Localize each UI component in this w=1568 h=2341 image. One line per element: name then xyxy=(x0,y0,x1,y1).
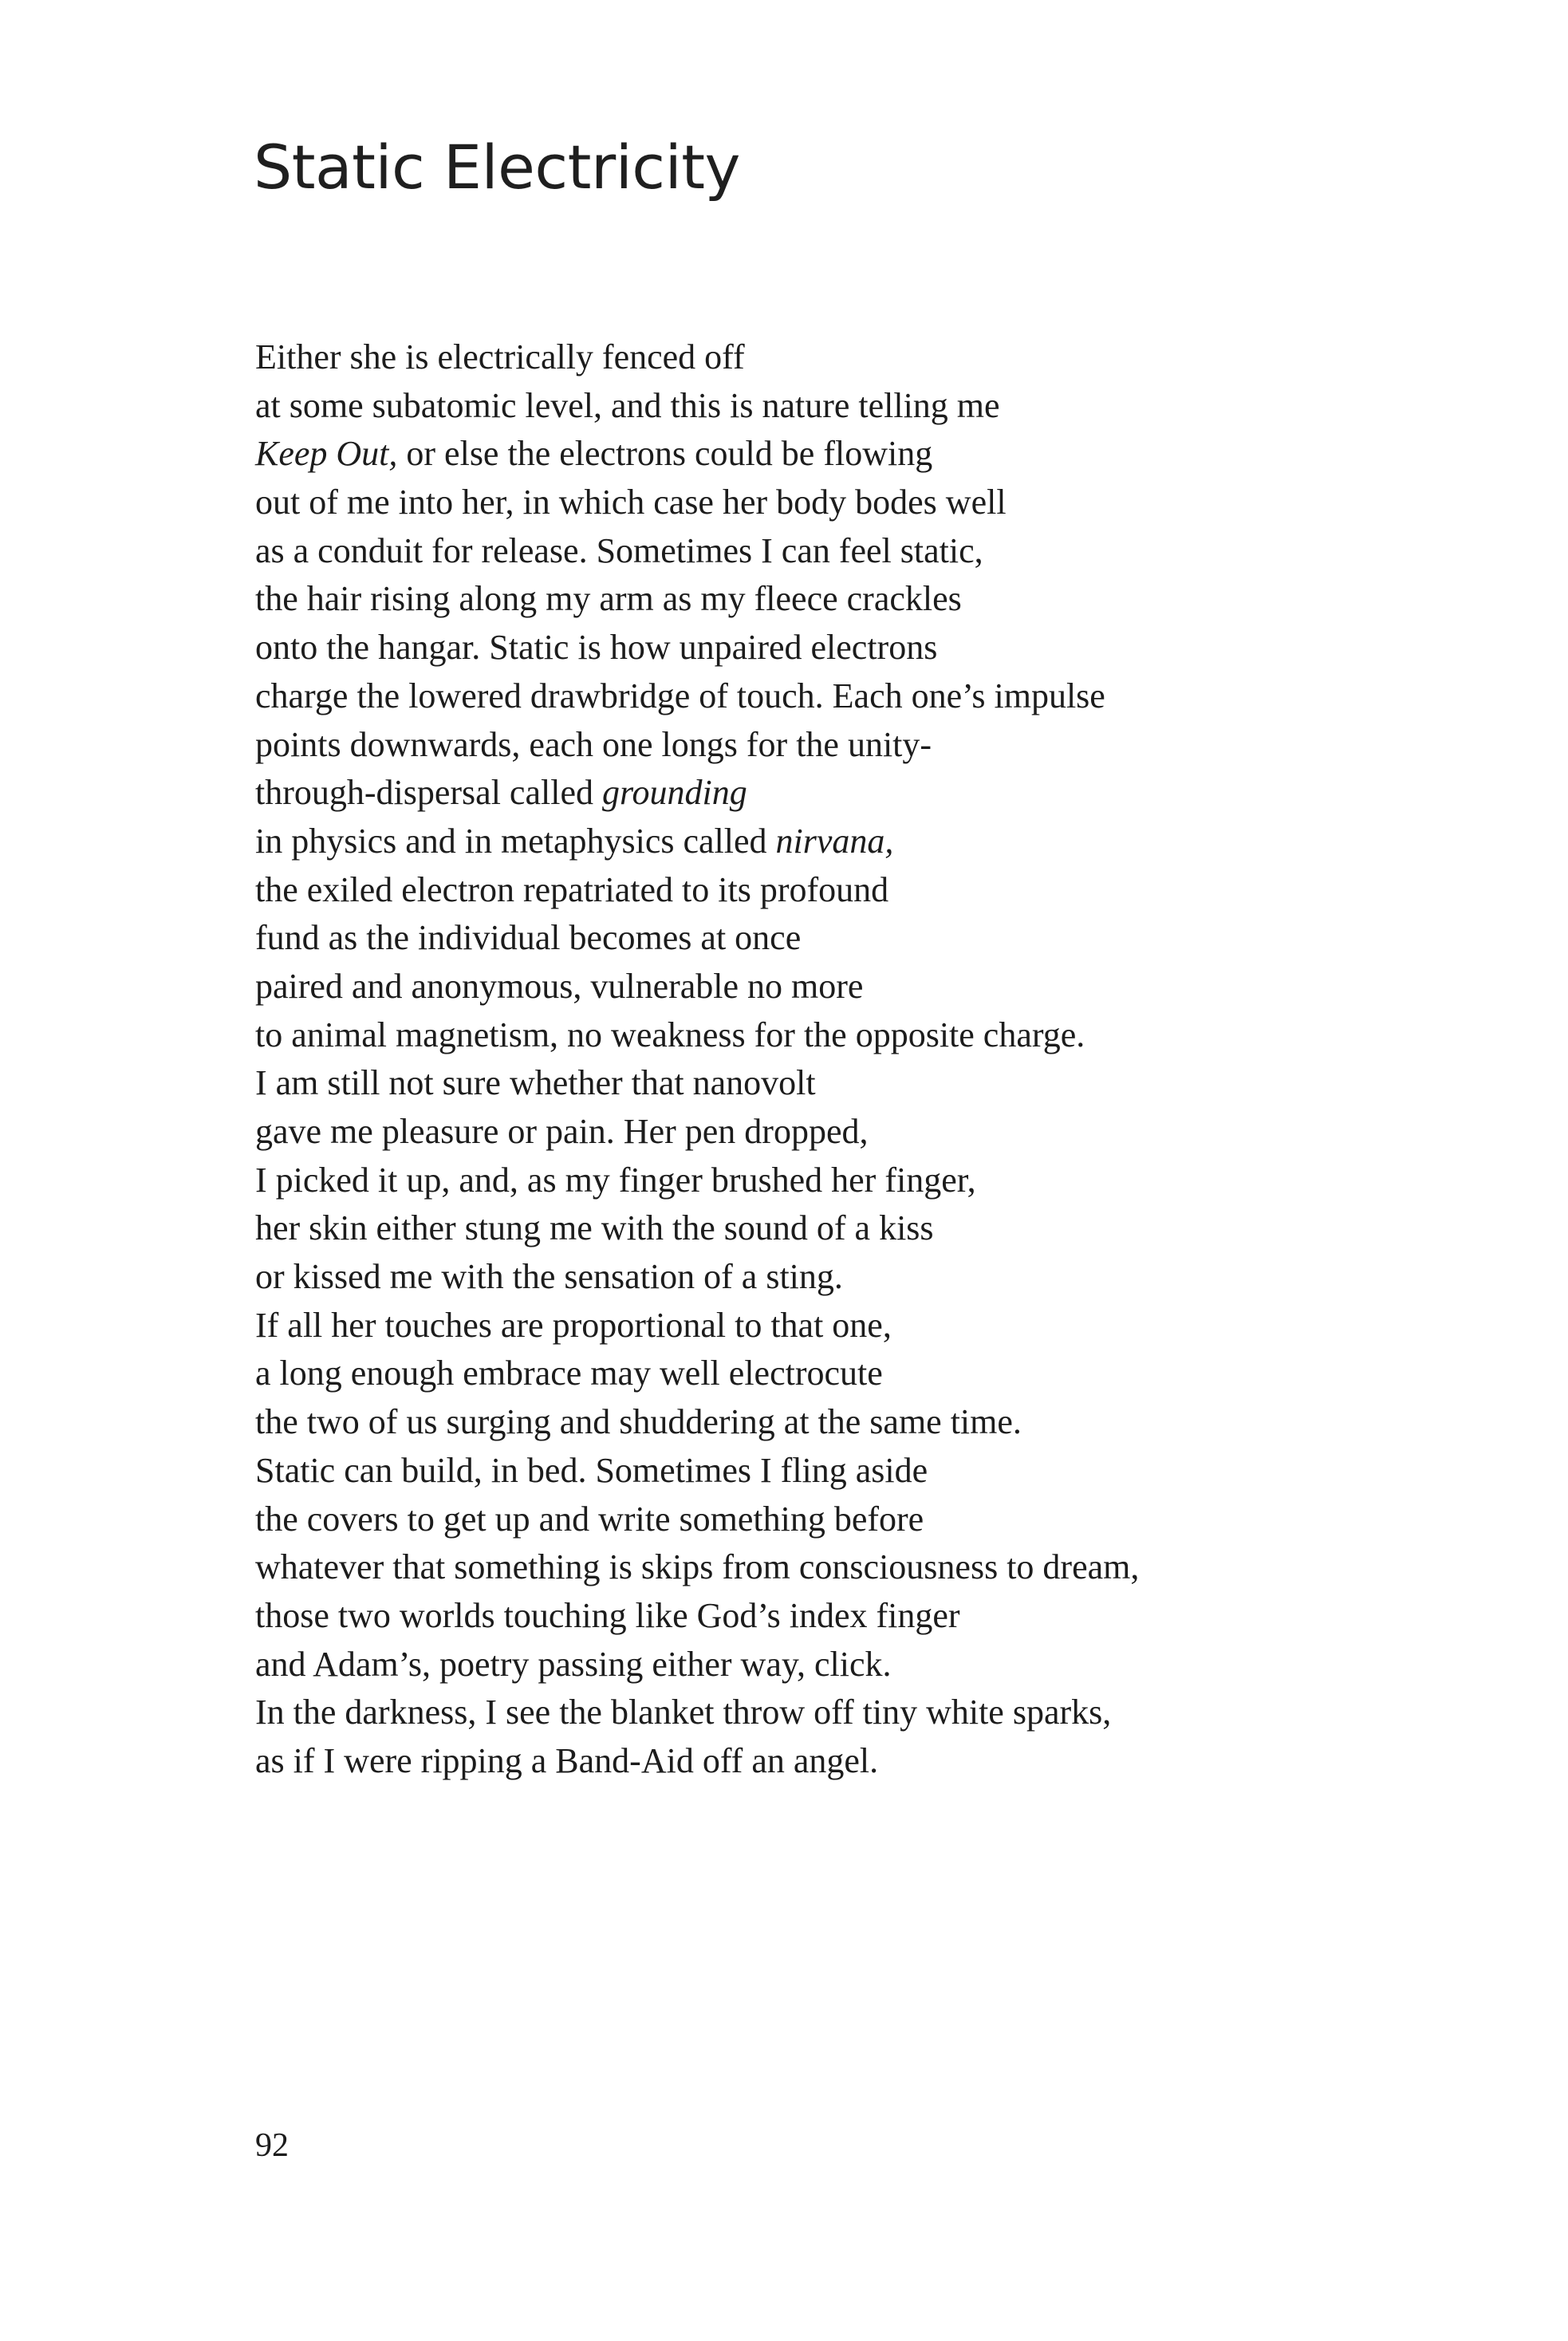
poem-line: onto the hangar. Static is how unpaired electrons xyxy=(255,628,938,668)
poem-line: at some subatomic level, and this is nature telling me xyxy=(255,385,1000,425)
poem-line xyxy=(255,430,1531,479)
poem-line: gave me pleasure or pain. Her pen dropped, xyxy=(255,1112,869,1151)
poem-line: the exiled electron repatriated to its profound xyxy=(255,869,889,909)
poem-title: Static Electricity xyxy=(254,132,740,203)
poem-line: as if I were ripping a Band-Aid off an angel. xyxy=(255,1740,879,1780)
poem-line: her skin either stung me with the sound of a kiss xyxy=(255,1208,934,1248)
poem-line: paired and anonymous, vulnerable no more xyxy=(255,966,864,1006)
poem-line: charge the lowered drawbridge of touch. Each one’s impulse xyxy=(255,676,1105,715)
poem-line xyxy=(255,769,1531,818)
line-text: through-dispersal called xyxy=(255,773,602,813)
italic-phrase: nirvana, xyxy=(775,821,894,861)
poem-line: out of me into her, in which case her body bodes well xyxy=(255,483,1007,522)
poem-line: or kissed me with the sensation of a sting. xyxy=(255,1257,843,1297)
poem-line: the covers to get up and write something before xyxy=(255,1499,924,1539)
poem-line: the hair rising along my arm as my fleece crackles xyxy=(255,579,962,619)
poem-line: In the darkness, I see the blanket throw off tiny white sparks, xyxy=(255,1693,1112,1732)
poem-line: Static can build, in bed. Sometimes I fling aside xyxy=(255,1450,928,1490)
poem-line: those two worlds touching like God’s index finger xyxy=(255,1595,960,1635)
poem-body xyxy=(255,333,1531,1786)
poem-line: and Adam’s, poetry passing either way, click. xyxy=(255,1644,892,1684)
page-number: 92 xyxy=(255,2127,289,2164)
poem-line: the two of us surging and shuddering at the same time. xyxy=(255,1402,1022,1442)
italic-phrase: grounding xyxy=(601,773,747,813)
poem-line: points downwards, each one longs for the unity- xyxy=(255,724,932,764)
poem-line: I picked it up, and, as my finger brushed her finger, xyxy=(255,1160,976,1200)
poem-line xyxy=(255,818,1531,866)
poem-line: fund as the individual becomes at once xyxy=(255,918,802,958)
poem-line: whatever that something is skips from consciousness to dream, xyxy=(255,1547,1140,1587)
poem-line: as a conduit for release. Sometimes I can feel static, xyxy=(255,530,983,570)
poem-line: Either she is electrically fenced off xyxy=(255,337,745,376)
line-text: in physics and in metaphysics called xyxy=(255,821,776,861)
poem-line: If all her touches are proportional to that one, xyxy=(255,1305,892,1345)
poem-line: to animal magnetism, no weakness for the opposite charge. xyxy=(255,1015,1085,1054)
poem-line: a long enough embrace may well electrocute xyxy=(255,1354,883,1393)
italic-phrase: Keep Out, xyxy=(255,434,398,474)
poem-line: I am still not sure whether that nanovolt xyxy=(255,1063,816,1103)
line-text: or else the electrons could be flowing xyxy=(397,434,933,474)
